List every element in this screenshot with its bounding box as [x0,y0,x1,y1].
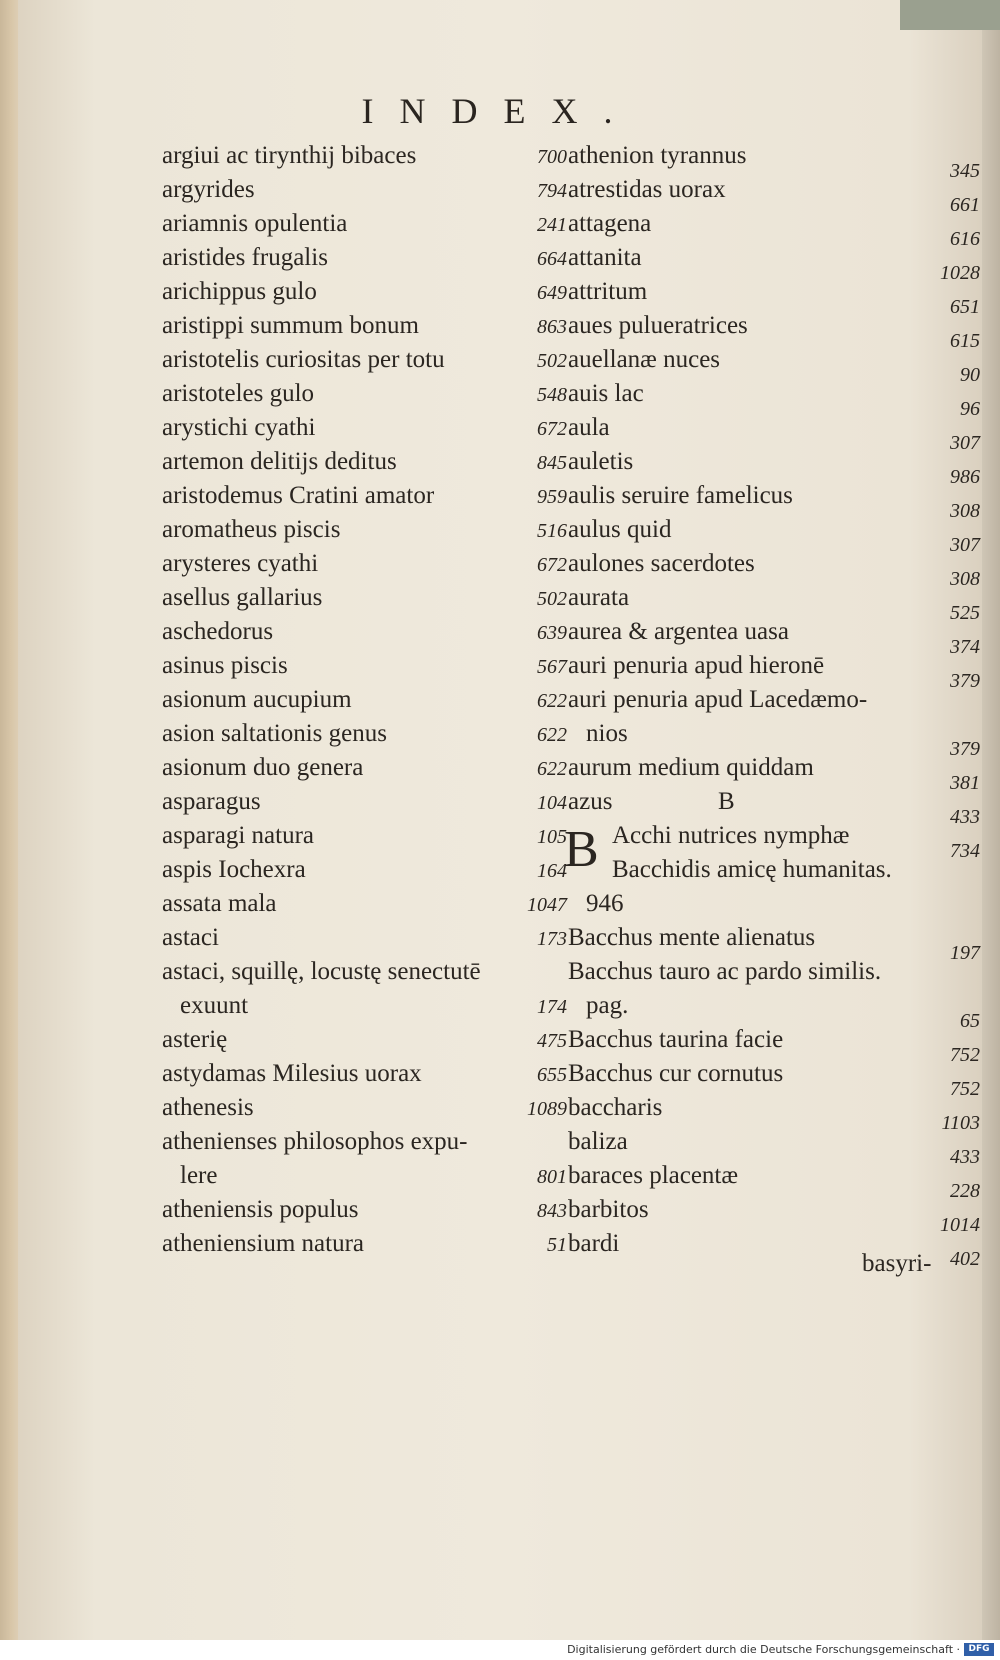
page-number: 752 [950,1078,980,1100]
index-entry [568,788,980,828]
index-term: aulis seruire famelicus [568,482,793,509]
index-term: asinus piscis [162,652,288,679]
page-number: 307 [950,432,980,454]
index-column-right [564,142,980,1270]
index-term: athenion tyrannus [568,142,747,169]
page-number: 228 [950,1180,980,1202]
page-number: 308 [950,568,980,590]
index-term: aues pulueratrices [568,312,748,339]
index-term: assata mala [162,890,277,917]
page-number: 525 [950,602,980,624]
index-entry [162,176,567,210]
index-entry [162,1196,567,1230]
index-entry [162,1026,567,1060]
page-number: 433 [950,806,980,828]
index-entry [568,482,980,522]
index-term: aristotelis curiositas per totu [162,346,445,373]
page-number: 959 [537,486,567,508]
index-term: aristoteles gulo [162,380,315,407]
index-entry [162,380,567,414]
index-entry [162,992,567,1026]
index-term: aspis Iochexra [162,856,306,883]
index-entry [568,686,950,720]
index-term: arichippus gulo [162,278,317,305]
index-entry [568,312,980,352]
index-term: asionum duo genera [162,754,364,781]
index-term: auellanæ nuces [568,346,721,373]
index-term: barbitos [568,1196,649,1223]
page-number: 672 [537,554,567,576]
index-term: attagena [568,210,652,237]
index-entry [162,278,567,312]
page-number: 801 [537,1166,567,1188]
index-entry [162,1230,567,1264]
index-entry [568,380,980,420]
index-entry [162,312,567,346]
page-number: 1047 [527,894,567,916]
page-number: 164 [537,860,567,882]
page-number: 672 [537,418,567,440]
index-term: argiui ac tirynthij bibaces [162,142,417,169]
page-number: 104 [537,792,567,814]
index-term: Bacchus taurina facie [568,1026,784,1053]
index-term: argyrides [162,176,255,203]
index-entry [162,142,567,176]
page-number: 548 [537,384,567,406]
page-number: 374 [950,636,980,658]
index-entry [162,516,567,550]
page-number: 345 [950,160,980,182]
index-entry [568,516,980,556]
index-entry [568,1094,980,1134]
page-number: 433 [950,1146,980,1168]
index-term: arysteres cyathi [162,550,319,577]
footer-credit: Digitalisierung gefördert durch die Deutsche Forschungsgemeinschaft · [567,1643,960,1656]
index-entry [568,278,980,318]
index-term: atrestidas uorax [568,176,726,203]
index-entry [568,992,980,1032]
page-number: 197 [950,942,980,964]
index-entry [568,856,950,890]
page-number: 1089 [527,1098,567,1120]
page-number: 174 [537,996,567,1018]
page-number: 379 [950,738,980,760]
page-corner [900,0,1000,30]
index-term: attanita [568,244,642,271]
index-entry [162,346,567,380]
page-number: 475 [537,1030,567,1052]
index-term: athenesis [162,1094,254,1121]
index-term: atheniensis populus [162,1196,359,1223]
page-number: 794 [537,180,567,202]
page-number: 90 [960,364,980,386]
index-term: astaci, squillę, locustę senectutē [162,958,481,985]
index-entry [162,448,567,482]
index-term: baccharis [568,1094,663,1121]
index-term: aurum medium quiddam [568,754,814,781]
page-number: 502 [537,350,567,372]
index-entry [162,1162,567,1196]
index-entry [162,210,567,244]
page-number: 622 [537,690,567,712]
index-term: aschedorus [162,618,274,645]
page-number: 651 [950,296,980,318]
index-entry [568,754,980,794]
index-entry [162,1094,567,1128]
index-entry [568,924,980,964]
index-term: pag. [586,992,629,1019]
index-entry [568,618,980,658]
index-entry [568,1196,980,1236]
index-entry [162,550,567,584]
index-term: auri penuria apud hieronē [568,652,825,679]
index-term: Acchi nutrices nymphæ [612,822,850,849]
page-number: 845 [537,452,567,474]
catchword: basyri- [862,1250,932,1277]
index-entry [568,720,980,760]
index-term: baliza [568,1128,628,1155]
index-entry [568,584,980,624]
page-number: 379 [950,670,980,692]
footer [0,1640,1000,1660]
index-term: Bacchus tauro ac pardo similis. [568,958,882,985]
index-entry [568,1128,980,1168]
page-header: INDEX. [361,91,639,131]
index-term: auis lac [568,380,644,407]
index-term: artemon delitijs deditus [162,448,397,475]
page-number: 1028 [940,262,980,284]
index-entry [162,924,567,958]
index-term: aristodemus Cratini amator [162,482,435,509]
index-term: atheniensium natura [162,1230,365,1257]
index-term: exuunt [180,992,249,1019]
page-number: 664 [537,248,567,270]
page-number: 661 [950,194,980,216]
index-term: aristides frugalis [162,244,328,271]
index-term: ariamnis opulentia [162,210,348,237]
index-term: asparagus [162,788,261,815]
index-entry [162,822,567,856]
index-term: 946 [586,890,624,917]
index-term: asion saltationis genus [162,720,387,747]
index-term: lere [180,1162,218,1189]
index-term: nios [586,720,628,747]
index-term: asionum aucupium [162,686,352,713]
index-term: bardi [568,1230,620,1257]
index-term: aurea & argentea uasa [568,618,789,645]
page-number: 863 [537,316,567,338]
index-term: athenienses philosophos expu- [162,1128,468,1155]
index-term: Bacchidis amicę humanitas. [612,856,892,883]
drop-capital: B [564,821,599,878]
index-term: auri penuria apud Lacedæmo- [568,686,868,713]
index-term: attritum [568,278,648,305]
index-entry [568,176,980,216]
index-term: asparagi natura [162,822,315,849]
index-term: aromatheus piscis [162,516,341,543]
index-entry [162,856,567,890]
index-entry [162,890,567,924]
page-number: 1103 [941,1112,980,1134]
page-number: 502 [537,588,567,610]
page-number: 402 [950,1248,980,1270]
index-entry [162,1128,567,1162]
page-number: 307 [950,534,980,556]
page-number: 655 [537,1064,567,1086]
index-entry [568,210,980,250]
page-number: 1014 [940,1214,980,1236]
dfg-logo: DFG [964,1643,994,1656]
page-number: 96 [960,398,980,420]
index-term: aulus quid [568,516,672,543]
index-term: auletis [568,448,634,475]
index-term: asterię [162,1026,228,1053]
index-entry [568,1060,980,1100]
index-term: baraces placentæ [568,1162,739,1189]
page-number: 65 [960,1010,980,1032]
index-term: astaci [162,924,219,951]
index-entry [162,788,567,822]
index-term: Bacchus cur cornutus [568,1060,784,1087]
page-number: 308 [950,500,980,522]
index-entry [568,244,980,284]
index-term: asellus gallarius [162,584,323,611]
index-entry [568,142,980,182]
index-entry [162,244,567,278]
index-entry [162,584,567,618]
page-number: 616 [950,228,980,250]
page-number: 241 [537,214,567,236]
page-number: 986 [950,466,980,488]
index-entry [162,618,567,652]
index-term: azus [568,788,613,815]
index-term: aulones sacerdotes [568,550,755,577]
index-entry [568,958,950,992]
page-number: 639 [537,622,567,644]
page-number: 649 [537,282,567,304]
page-number: 51 [547,1234,567,1256]
index-entry [568,1162,980,1202]
index-term: aristippi summum bonum [162,312,419,339]
page-number: 700 [537,146,567,168]
index-entry [568,550,980,590]
page-number: 381 [950,772,980,794]
index-term: aula [568,414,610,441]
page-number: 567 [537,656,567,678]
page-number: 622 [537,758,567,780]
index-entry [162,958,567,992]
index-term: aurata [568,584,630,611]
page-number: 516 [537,520,567,542]
index-entry [162,414,567,448]
index-column-left [162,142,567,1264]
page-right-edge [982,0,1000,1640]
page-number: 843 [537,1200,567,1222]
page-number: 622 [537,724,567,746]
section-letter: B [718,788,735,815]
index-entry [568,346,980,386]
index-entry [162,482,567,516]
page-number: 173 [537,928,567,950]
index-entry [162,1060,567,1094]
index-entry [162,686,567,720]
index-entry [568,890,950,924]
index-entry [568,1026,980,1066]
index-entry [568,414,980,454]
page-number: 734 [950,840,980,862]
index-entry [162,720,567,754]
index-entry [162,754,567,788]
index-entry [568,652,980,692]
index-term: Bacchus mente alienatus [568,924,816,951]
page-number: 615 [950,330,980,352]
index-term: arystichi cyathi [162,414,316,441]
page-number: 752 [950,1044,980,1066]
index-term: astydamas Milesius uorax [162,1060,422,1087]
index-entry [568,448,980,488]
page-number: 105 [537,826,567,848]
index-entry [162,652,567,686]
